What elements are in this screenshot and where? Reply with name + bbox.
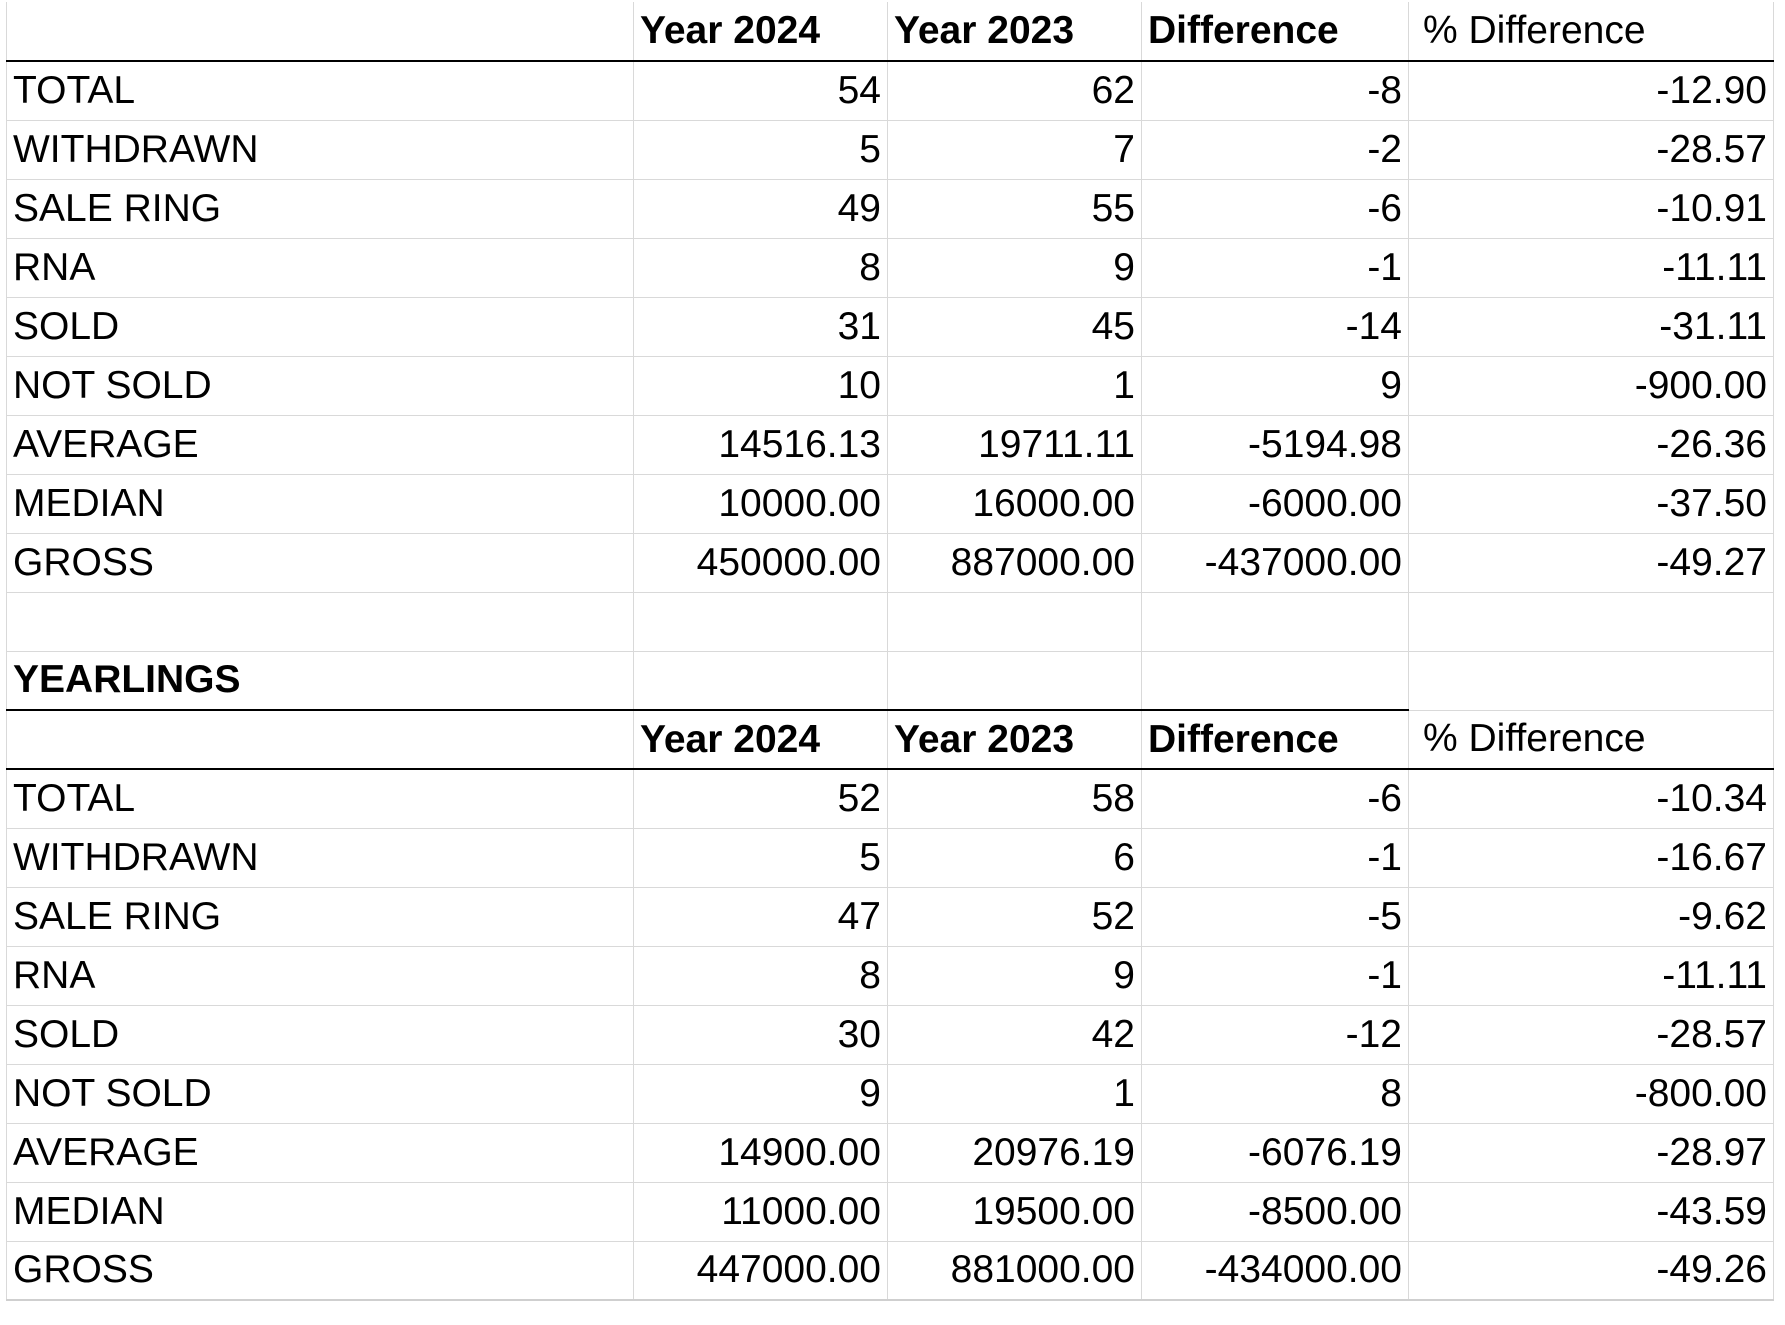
table-row bbox=[7, 179, 1774, 238]
table-row bbox=[7, 238, 1774, 297]
value-cell[interactable]: 450000.00 bbox=[634, 533, 888, 592]
value-cell[interactable]: -800.00 bbox=[1409, 1064, 1774, 1123]
row-label-cell[interactable]: AVERAGE bbox=[7, 1123, 634, 1182]
value-cell[interactable]: 55 bbox=[888, 179, 1142, 238]
value-cell[interactable]: -26.36 bbox=[1409, 415, 1774, 474]
table-row bbox=[7, 297, 1774, 356]
header-cell-year-2023[interactable]: Year 2023 bbox=[888, 2, 1142, 61]
value-cell[interactable]: -28.57 bbox=[1409, 1005, 1774, 1064]
value-cell[interactable]: -11.11 bbox=[1409, 946, 1774, 1005]
value-cell[interactable]: -6076.19 bbox=[1142, 1123, 1409, 1182]
value-cell[interactable]: -437000.00 bbox=[1142, 533, 1409, 592]
table-row bbox=[7, 1241, 1774, 1300]
table-row bbox=[7, 474, 1774, 533]
value-cell[interactable]: -6000.00 bbox=[1142, 474, 1409, 533]
value-cell[interactable]: 10 bbox=[634, 356, 888, 415]
value-cell[interactable]: -28.97 bbox=[1409, 1123, 1774, 1182]
value-cell[interactable]: 62 bbox=[888, 61, 1142, 120]
value-cell[interactable]: 31 bbox=[634, 297, 888, 356]
value-cell[interactable]: 9 bbox=[888, 946, 1142, 1005]
empty-cell[interactable] bbox=[888, 651, 1142, 710]
value-cell[interactable]: 8 bbox=[634, 238, 888, 297]
row-label-cell[interactable]: MEDIAN bbox=[7, 474, 634, 533]
header-cell-pct-difference[interactable]: % Difference bbox=[1409, 710, 1774, 769]
row-label-cell[interactable]: NOT SOLD bbox=[7, 1064, 634, 1123]
empty-cell[interactable] bbox=[888, 592, 1142, 651]
value-cell[interactable]: -9.62 bbox=[1409, 887, 1774, 946]
table-row bbox=[7, 61, 1774, 120]
header-cell-label[interactable] bbox=[7, 2, 634, 61]
value-cell[interactable]: 1 bbox=[888, 356, 1142, 415]
value-cell[interactable]: 54 bbox=[634, 61, 888, 120]
value-cell[interactable]: 30 bbox=[634, 1005, 888, 1064]
table-row bbox=[7, 1123, 1774, 1182]
empty-cell[interactable] bbox=[634, 592, 888, 651]
value-cell[interactable]: -2 bbox=[1142, 120, 1409, 179]
row-label-cell[interactable]: NOT SOLD bbox=[7, 356, 634, 415]
row-label-cell[interactable]: AVERAGE bbox=[7, 415, 634, 474]
value-cell[interactable]: 52 bbox=[888, 887, 1142, 946]
value-cell[interactable]: -1 bbox=[1142, 238, 1409, 297]
header-cell-pct-difference[interactable]: % Difference bbox=[1409, 2, 1774, 61]
table-row bbox=[7, 769, 1774, 828]
table-row bbox=[7, 1064, 1774, 1123]
value-cell[interactable]: -434000.00 bbox=[1142, 1241, 1409, 1300]
empty-cell[interactable] bbox=[1142, 592, 1409, 651]
table-row bbox=[7, 533, 1774, 592]
header-cell-year-2023[interactable]: Year 2023 bbox=[888, 710, 1142, 769]
value-cell[interactable]: -1 bbox=[1142, 828, 1409, 887]
value-cell[interactable]: -900.00 bbox=[1409, 356, 1774, 415]
value-cell[interactable]: 5 bbox=[634, 120, 888, 179]
section-title-cell[interactable]: YEARLINGS bbox=[7, 651, 634, 710]
value-cell[interactable]: -49.26 bbox=[1409, 1241, 1774, 1300]
value-cell[interactable]: -16.67 bbox=[1409, 828, 1774, 887]
value-cell[interactable]: 49 bbox=[634, 179, 888, 238]
value-cell[interactable]: 16000.00 bbox=[888, 474, 1142, 533]
header-cell-difference[interactable]: Difference bbox=[1142, 2, 1409, 61]
value-cell[interactable]: -8 bbox=[1142, 61, 1409, 120]
row-label-cell[interactable]: SOLD bbox=[7, 297, 634, 356]
row-label-cell[interactable]: MEDIAN bbox=[7, 1182, 634, 1241]
value-cell[interactable]: 52 bbox=[634, 769, 888, 828]
empty-cell[interactable] bbox=[1409, 651, 1774, 710]
row-label-cell[interactable]: GROSS bbox=[7, 533, 634, 592]
value-cell[interactable]: 11000.00 bbox=[634, 1182, 888, 1241]
value-cell[interactable]: -8500.00 bbox=[1142, 1182, 1409, 1241]
value-cell[interactable]: 20976.19 bbox=[888, 1123, 1142, 1182]
value-cell[interactable]: -1 bbox=[1142, 946, 1409, 1005]
value-cell[interactable]: 14516.13 bbox=[634, 415, 888, 474]
value-cell[interactable]: 447000.00 bbox=[634, 1241, 888, 1300]
spreadsheet-grid bbox=[6, 2, 1774, 1301]
row-label-cell[interactable]: TOTAL bbox=[7, 61, 634, 120]
header-cell-label[interactable] bbox=[7, 710, 634, 769]
section-title-row bbox=[7, 651, 1774, 710]
value-cell[interactable]: -49.27 bbox=[1409, 533, 1774, 592]
value-cell[interactable]: 42 bbox=[888, 1005, 1142, 1064]
value-cell[interactable]: 8 bbox=[1142, 1064, 1409, 1123]
value-cell[interactable]: -14 bbox=[1142, 297, 1409, 356]
value-cell[interactable]: -10.34 bbox=[1409, 769, 1774, 828]
header-row bbox=[7, 2, 1774, 61]
value-cell[interactable]: 7 bbox=[888, 120, 1142, 179]
header-cell-year-2024[interactable]: Year 2024 bbox=[634, 710, 888, 769]
empty-row bbox=[7, 592, 1774, 651]
value-cell[interactable]: -5 bbox=[1142, 887, 1409, 946]
table-row bbox=[7, 828, 1774, 887]
value-cell[interactable]: -10.91 bbox=[1409, 179, 1774, 238]
value-cell[interactable]: 47 bbox=[634, 887, 888, 946]
value-cell[interactable]: 14900.00 bbox=[634, 1123, 888, 1182]
value-cell[interactable]: 9 bbox=[888, 238, 1142, 297]
value-cell[interactable]: -37.50 bbox=[1409, 474, 1774, 533]
value-cell[interactable]: 45 bbox=[888, 297, 1142, 356]
row-label-cell[interactable]: GROSS bbox=[7, 1241, 634, 1300]
value-cell[interactable]: -6 bbox=[1142, 769, 1409, 828]
value-cell[interactable]: 9 bbox=[634, 1064, 888, 1123]
value-cell[interactable]: 58 bbox=[888, 769, 1142, 828]
value-cell[interactable]: -28.57 bbox=[1409, 120, 1774, 179]
value-cell[interactable]: -6 bbox=[1142, 179, 1409, 238]
table-row bbox=[7, 946, 1774, 1005]
empty-cell[interactable] bbox=[7, 592, 634, 651]
row-label-cell[interactable]: RNA bbox=[7, 946, 634, 1005]
value-cell[interactable]: -5194.98 bbox=[1142, 415, 1409, 474]
value-cell[interactable]: 8 bbox=[634, 946, 888, 1005]
table-row bbox=[7, 887, 1774, 946]
row-label-cell[interactable]: RNA bbox=[7, 238, 634, 297]
value-cell[interactable]: -43.59 bbox=[1409, 1182, 1774, 1241]
table-row bbox=[7, 1182, 1774, 1241]
row-label-cell[interactable]: SALE RING bbox=[7, 179, 634, 238]
value-cell[interactable]: 1 bbox=[888, 1064, 1142, 1123]
row-label-cell[interactable]: SALE RING bbox=[7, 887, 634, 946]
row-label-cell[interactable]: WITHDRAWN bbox=[7, 828, 634, 887]
value-cell[interactable]: 887000.00 bbox=[888, 533, 1142, 592]
value-cell[interactable]: 19711.11 bbox=[888, 415, 1142, 474]
empty-cell[interactable] bbox=[1409, 592, 1774, 651]
value-cell[interactable]: 5 bbox=[634, 828, 888, 887]
value-cell[interactable]: 6 bbox=[888, 828, 1142, 887]
table-row bbox=[7, 120, 1774, 179]
value-cell[interactable]: -12 bbox=[1142, 1005, 1409, 1064]
row-label-cell[interactable]: TOTAL bbox=[7, 769, 634, 828]
empty-cell[interactable] bbox=[1142, 651, 1409, 710]
header-cell-difference[interactable]: Difference bbox=[1142, 710, 1409, 769]
value-cell[interactable]: -12.90 bbox=[1409, 61, 1774, 120]
empty-cell[interactable] bbox=[634, 651, 888, 710]
table-row bbox=[7, 1005, 1774, 1064]
value-cell[interactable]: -11.11 bbox=[1409, 238, 1774, 297]
value-cell[interactable]: -31.11 bbox=[1409, 297, 1774, 356]
table-row bbox=[7, 415, 1774, 474]
value-cell[interactable]: 881000.00 bbox=[888, 1241, 1142, 1300]
table-row bbox=[7, 356, 1774, 415]
spreadsheet-body bbox=[7, 2, 1774, 1300]
value-cell[interactable]: 9 bbox=[1142, 356, 1409, 415]
header-cell-year-2024[interactable]: Year 2024 bbox=[634, 2, 888, 61]
row-label-cell[interactable]: WITHDRAWN bbox=[7, 120, 634, 179]
row-label-cell[interactable]: SOLD bbox=[7, 1005, 634, 1064]
value-cell[interactable]: 19500.00 bbox=[888, 1182, 1142, 1241]
header-row bbox=[7, 710, 1774, 769]
value-cell[interactable]: 10000.00 bbox=[634, 474, 888, 533]
